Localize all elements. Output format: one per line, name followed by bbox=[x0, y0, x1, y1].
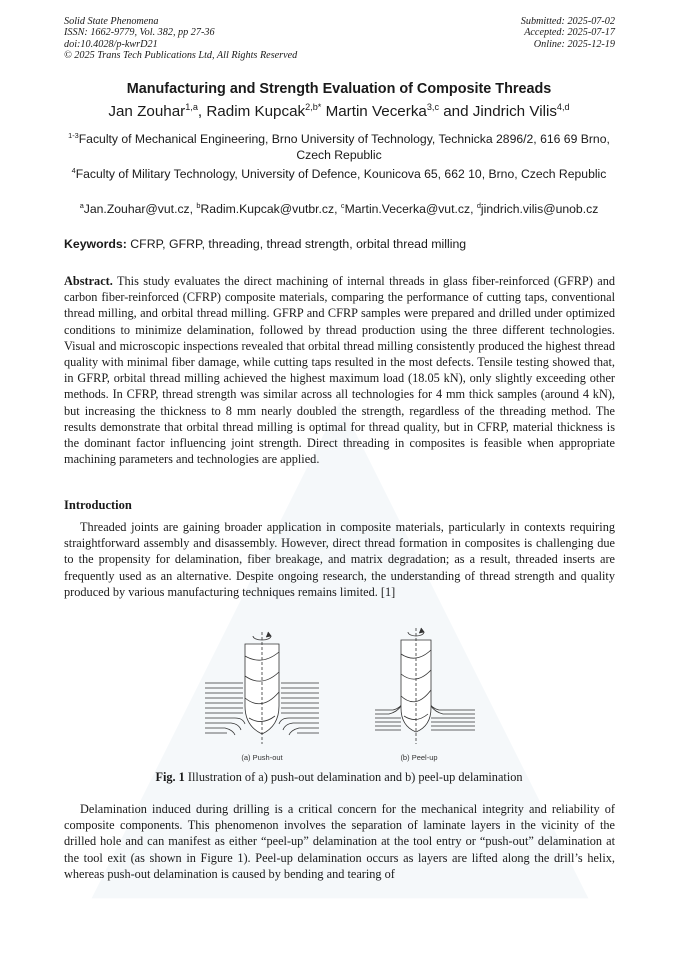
figure-label-b: (b) Peel-up bbox=[400, 753, 438, 762]
email-sup: a bbox=[79, 200, 84, 210]
author-name: Jan Zouhar bbox=[108, 103, 186, 120]
figure-1-caption bbox=[0, 770, 678, 785]
figure-label-a: (a) Push-out bbox=[241, 753, 283, 762]
figure-caption-text: Illustration of a) push-out delamination and b) peel-up delamination bbox=[187, 770, 523, 784]
email-link[interactable]: Martin.Vecerka@vut.cz bbox=[344, 202, 471, 216]
affiliation-text: Faculty of Military Technology, University of Defence, Kounicova 65, 662 10, Brno, Czech Republic bbox=[75, 167, 607, 181]
introduction-paragraph-2: Delamination induced during drilling is a critical concern for the mechanical integrity and reliability of composite components. This phenomenon involves the separation of laminate layers in the vicinity of the drilled hole and can manifest as either “peel-up” delamination at the tool entry or “push-out” delamination at the tool exit (as shown in Figure 1). Peel-up delamination occurs as layers are lifted along the drill’s helix, whereas push-out delamination is caused by bending and tearing of bbox=[64, 802, 615, 881]
abstract-label: Abstract. bbox=[64, 274, 113, 288]
keywords-label: Keywords: bbox=[64, 237, 127, 251]
accepted-date: Accepted: 2025-07-17 bbox=[524, 27, 615, 39]
author-name: Radim Kupcak bbox=[206, 103, 306, 120]
push-out-drill bbox=[245, 632, 279, 744]
author-list bbox=[0, 103, 678, 120]
email-sup: b bbox=[196, 200, 201, 210]
journal-name: Solid State Phenomena bbox=[64, 16, 159, 27]
email-link[interactable]: jindrich.vilis@unob.cz bbox=[480, 202, 599, 216]
journal-header-right bbox=[521, 16, 615, 50]
affiliation-2 bbox=[64, 166, 614, 182]
author-name: Jindrich Vilis bbox=[472, 103, 557, 120]
introduction-paragraph-1: Threaded joints are gaining broader application in composite materials, particularly in contexts requiring straightforward assembly and disassembly. However, direct thread formation in composites is challenging due to the propensity for delamination, fiber breakage, and matrix degradation; as a result, threaded inserts are frequently used as an alternative. Despite ongoing research, the understanding of thread strength and quality produced by various manufacturing techniques remains limited. [1] bbox=[64, 520, 615, 599]
affiliation-sup: 4 bbox=[71, 165, 76, 175]
author-sup: 4,d bbox=[556, 101, 570, 112]
submitted-date: Submitted: 2025-07-02 bbox=[520, 16, 615, 27]
introduction-heading: Introduction bbox=[64, 498, 132, 512]
affiliation-sup: 1-3 bbox=[68, 130, 79, 140]
figure-1-delamination-diagram bbox=[205, 626, 475, 766]
author-sup: 1,a bbox=[185, 101, 198, 112]
email-link[interactable]: Radim.Kupcak@vutbr.cz bbox=[200, 202, 335, 216]
author-sup: 2,b* bbox=[305, 101, 322, 112]
affiliation-1 bbox=[64, 131, 614, 163]
doi-line: doi:10.4028/p-kwrD21 bbox=[64, 38, 158, 50]
keywords-line bbox=[64, 237, 615, 251]
email-list: $^a$Jan.Zouhar@vut.cz, $^b$Radim.Kupcak@vutbr.cz, $^c$Martin.Vecerka@vut.cz, $^d$jindrich.vilis@unob.cz bbox=[79, 200, 599, 216]
peel-up-drill bbox=[401, 628, 431, 744]
author-separator: , bbox=[197, 103, 207, 120]
email-sup: d bbox=[476, 200, 481, 210]
figure-caption-label: Fig. 1 bbox=[155, 770, 185, 784]
keywords-text: CFRP, GFRP, threading, thread strength, orbital thread milling bbox=[130, 237, 467, 251]
author-name: Martin Vecerka bbox=[325, 103, 427, 120]
journal-header-left bbox=[64, 16, 297, 61]
email-link[interactable]: Jan.Zouhar@vut.cz bbox=[83, 202, 190, 216]
online-date: Online: 2025-12-19 bbox=[533, 38, 615, 50]
abstract-text: This study evaluates the direct machining of internal threads in glass fiber-reinforced (GFRP) and carbon fiber-reinforced (CFRP) composite materials, comparing the performance of cutting taps, conventional thread milling, and orbital thread milling. GFRP and CFRP samples were prepared and drilled under optimized conditions to minimize delamination, followed by thread production using the three different technologies. Visual and microscopic inspections revealed that orbital thread milling consistently produced the highest thread quality with minimal fiber damage, while cutting taps resulted in the most defects. Tensile testing showed that, in GFRP, orbital thread milling achieved the highest maximum load (18.05 kN), only slightly exceeding other methods. In CFRP, thread strength was similar across all technologies for 4 mm thick samples (around 4 kN), but increasing the thickness to 8 mm nearly doubled the strength, regardless of the threading method. The results demonstrate that orbital thread milling is optimal for thread quality, but in CFRP, material thickness is the dominant factor influencing joint strength. Direct threading in composites is feasible when appropriate machining parameters and technologies are applied. bbox=[64, 274, 615, 467]
paper-title: Manufacturing and Strength Evaluation of Composite Threads bbox=[126, 81, 552, 97]
author-sup: 3,c bbox=[426, 101, 440, 112]
issn-line: ISSN: 1662-9779, Vol. 382, pp 27-36 bbox=[64, 27, 215, 39]
author-separator: and bbox=[439, 103, 473, 120]
copyright-line: © 2025 Trans Tech Publications Ltd, All Rights Reserved bbox=[64, 49, 298, 61]
abstract bbox=[64, 273, 615, 467]
email-sup: c bbox=[340, 200, 345, 210]
affiliation-text: Faculty of Mechanical Engineering, Brno University of Technology, Technicka 2896/2, 616 69 Brno, Czech Republic bbox=[78, 132, 610, 162]
